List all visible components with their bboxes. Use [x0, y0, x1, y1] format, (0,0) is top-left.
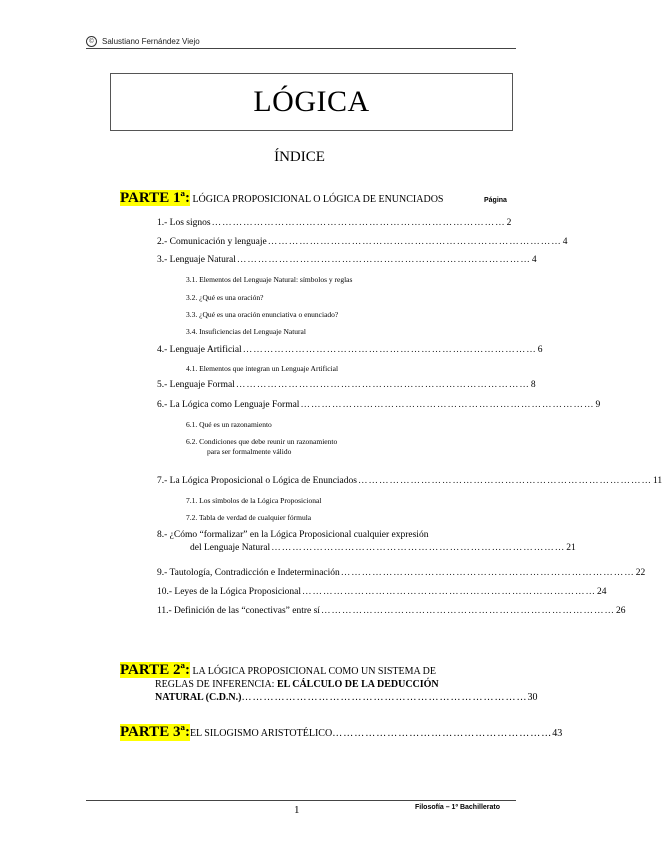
toc-sub-3-1[interactable]: 3.1. Elementos del Lenguaje Natural: símbolos y reglas — [186, 275, 353, 284]
footer-rule — [86, 800, 516, 801]
page-header — [86, 36, 200, 47]
part1-heading — [120, 192, 443, 206]
toc-entry-4[interactable]: 4.- Lenguaje Artificial ………………………………………………………………………… 6 — [157, 345, 543, 355]
header-rule — [86, 48, 516, 49]
toc-sub-3-3[interactable]: 3.3. ¿Qué es una oración enunciativa o enunciado? — [186, 310, 339, 319]
toc-entry-6[interactable]: 6.- La Lógica como Lenguaje Formal ………………………………………………………………………… 9 — [157, 400, 601, 410]
toc-entry-8-line1[interactable]: 8.- ¿Cómo “formalizar” en la Lógica Proposicional cualquier expresión — [157, 530, 429, 540]
title-box — [110, 73, 513, 131]
toc-sub-7-1[interactable]: 7.1. Los símbolos de la Lógica Proposicional — [186, 496, 322, 505]
part2-entry[interactable]: PARTE 2ª: LA LÓGICA PROPOSICIONAL COMO UN SISTEMA DE REGLAS DE INFERENCIA: EL CÁLCULO DE LA DEDUCCIÓN NATURAL (C.D.N.) …………………………………………………………………… 30 — [120, 662, 538, 703]
copyright-icon: © — [86, 36, 97, 47]
toc-entry-8-line2[interactable]: del Lenguaje Natural ………………………………………………………………………… 21 — [190, 543, 576, 553]
index-heading: ÍNDICE — [274, 149, 325, 165]
page-column-label: Página — [484, 197, 507, 204]
toc-entry-3[interactable]: 3.- Lenguaje Natural ………………………………………………………………………… 4 — [157, 255, 537, 265]
toc-entry-1[interactable]: 1.- Los signos ………………………………………………………………………… 2 — [157, 218, 512, 228]
course-label: Filosofía – 1º Bachillerato — [415, 804, 501, 811]
toc-sub-4-1[interactable]: 4.1. Elementos que integran un Lenguaje Artificial — [186, 364, 339, 373]
part3-tag: PARTE 3ª: — [120, 724, 190, 740]
part1-title: LÓGICA PROPOSICIONAL O LÓGICA DE ENUNCIADOS — [189, 194, 444, 205]
page-title: LÓGICA — [253, 85, 370, 118]
toc-entry-5[interactable]: 5.- Lenguaje Formal ………………………………………………………………………… 8 — [157, 380, 536, 390]
part3-entry[interactable]: PARTE 3ª: EL SILOGISMO ARISTOTÉLICO …………………………………………………… 43 — [120, 724, 563, 740]
toc-sub-7-2[interactable]: 7.2. Tabla de verdad de cualquier fórmula — [186, 513, 312, 522]
toc-sub-6-2-cont[interactable]: para ser formalmente válido — [207, 447, 292, 456]
toc-entry-2[interactable]: 2.- Comunicación y lenguaje ………………………………………………………………………… 4 — [157, 237, 568, 247]
toc-entry-9[interactable]: 9.- Tautología, Contradicción e Indeterminación ………………………………………………………………………… 22 — [157, 568, 646, 578]
toc-entry-10[interactable]: 10.- Leyes de la Lógica Proposicional ………………………………………………………………………… 24 — [157, 587, 607, 597]
toc-entry-11[interactable]: 11.- Definición de las “conectivas” entre sí ………………………………………………………………………… 26 — [157, 606, 626, 616]
toc-entry-7[interactable]: 7.- La Lógica Proposicional o Lógica de Enunciados ………………………………………………………………………… 11 — [157, 476, 662, 486]
author-name: Salustiano Fernández Viejo — [102, 37, 200, 46]
part2-tag: PARTE 2ª: — [120, 662, 190, 678]
toc-sub-6-2[interactable]: 6.2. Condiciones que debe reunir un razonamiento — [186, 437, 338, 446]
page-number: 1 — [294, 804, 300, 816]
toc-sub-3-4[interactable]: 3.4. Insuficiencias del Lenguaje Natural — [186, 327, 306, 336]
toc-sub-3-2[interactable]: 3.2. ¿Qué es una oración? — [186, 293, 264, 302]
part1-tag: PARTE 1ª: — [120, 190, 190, 206]
toc-sub-6-1[interactable]: 6.1. Qué es un razonamiento — [186, 420, 272, 429]
